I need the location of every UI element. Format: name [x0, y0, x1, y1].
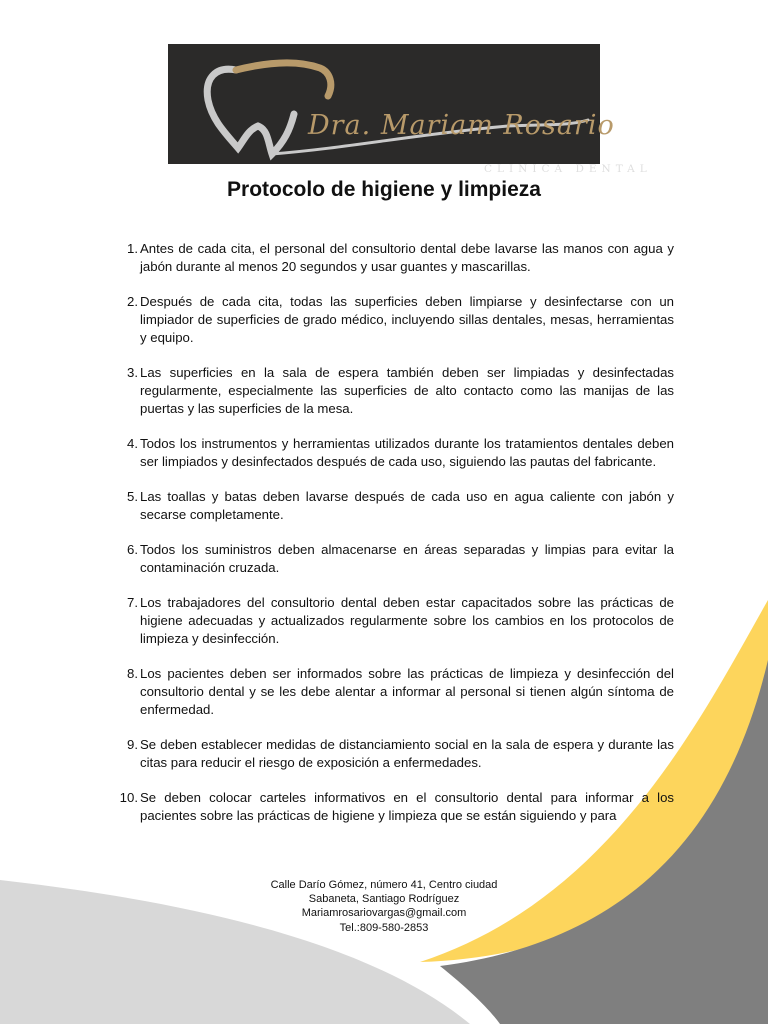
footer-contact: [0, 878, 768, 935]
item-text: Los trabajadores del consultorio dental deben estar capacitados sobre las prácticas de higiene adecuadas y actualizados regularmente sobre los cambios en los protocolos de limpieza y desinfección.: [140, 595, 674, 646]
list-item: [108, 435, 674, 471]
page-title: Protocolo de higiene y limpieza: [227, 178, 541, 201]
logo-name: Dra. Mariam Rosario: [308, 110, 615, 141]
list-item: [108, 488, 674, 524]
footer-phone: Tel.:809-580-2853: [339, 921, 429, 934]
item-text: Todos los suministros deben almacenarse en áreas separadas y limpias para evitar la contaminación cruzada.: [140, 542, 674, 575]
item-text: Las superficies en la sala de espera también deben ser limpiadas y desinfectadas regularmente, especialmente las superficies de alto contacto como las manijas de las puertas y las superficies de la mesa.: [140, 365, 674, 416]
item-number: 5.: [127, 489, 138, 504]
logo-subtitle: CLINICA DENTAL: [484, 163, 652, 175]
item-number: 10.: [119, 790, 138, 805]
list-item: [108, 665, 674, 719]
item-number: 4.: [127, 436, 138, 451]
item-number: 3.: [127, 365, 138, 380]
footer-address-line-1: Calle Darío Gómez, número 41, Centro ciudad: [270, 879, 498, 891]
list-item: [108, 240, 674, 276]
footer-address-line-2: Sabaneta, Santiago Rodríguez: [308, 893, 460, 906]
item-number: 7.: [127, 595, 138, 610]
protocol-list: [108, 240, 674, 842]
item-text: Las toallas y batas deben lavarse después de cada uso en agua caliente con jabón y secarse completamente.: [140, 489, 674, 522]
item-text: Después de cada cita, todas las superficies deben limpiarse y desinfectarse con un limpiador de superficies de grado médico, incluyendo sillas dentales, mesas, herramientas y equipo.: [140, 294, 674, 345]
item-text: Los pacientes deben ser informados sobre las prácticas de limpieza y desinfección del consultorio dental y se les debe alentar a informar al personal si tienen algún síntoma de enfermedad.: [140, 666, 674, 717]
item-text: Todos los instrumentos y herramientas utilizados durante los tratamientos dentales deben ser limpiados y desinfectados después de cada uso, siguiendo las pautas del fabricante.: [140, 436, 674, 469]
list-item: [108, 594, 674, 648]
footer-email[interactable]: Mariamrosariovargas@gmail.com: [301, 907, 467, 920]
item-text: Antes de cada cita, el personal del consultorio dental debe lavarse las manos con agua y jabón durante al menos 20 segundos y usar guantes y mascarillas.: [140, 241, 674, 274]
list-item: [108, 541, 674, 577]
list-item: [108, 736, 674, 772]
item-text: Se deben establecer medidas de distanciamiento social en la sala de espera y durante las citas para reducir el riesgo de exposición a enfermedades.: [140, 737, 674, 770]
item-number: 2.: [127, 294, 138, 309]
item-text: Se deben colocar carteles informativos en el consultorio dental para informar a los pacientes sobre las prácticas de higiene y limpieza que se están siguiendo y para: [140, 790, 674, 823]
list-item: [108, 789, 674, 825]
item-number: 9.: [127, 737, 138, 752]
list-item: [108, 364, 674, 418]
item-number: 1.: [127, 241, 138, 256]
item-number: 8.: [127, 666, 138, 681]
item-number: 6.: [127, 542, 138, 557]
list-item: [108, 293, 674, 347]
